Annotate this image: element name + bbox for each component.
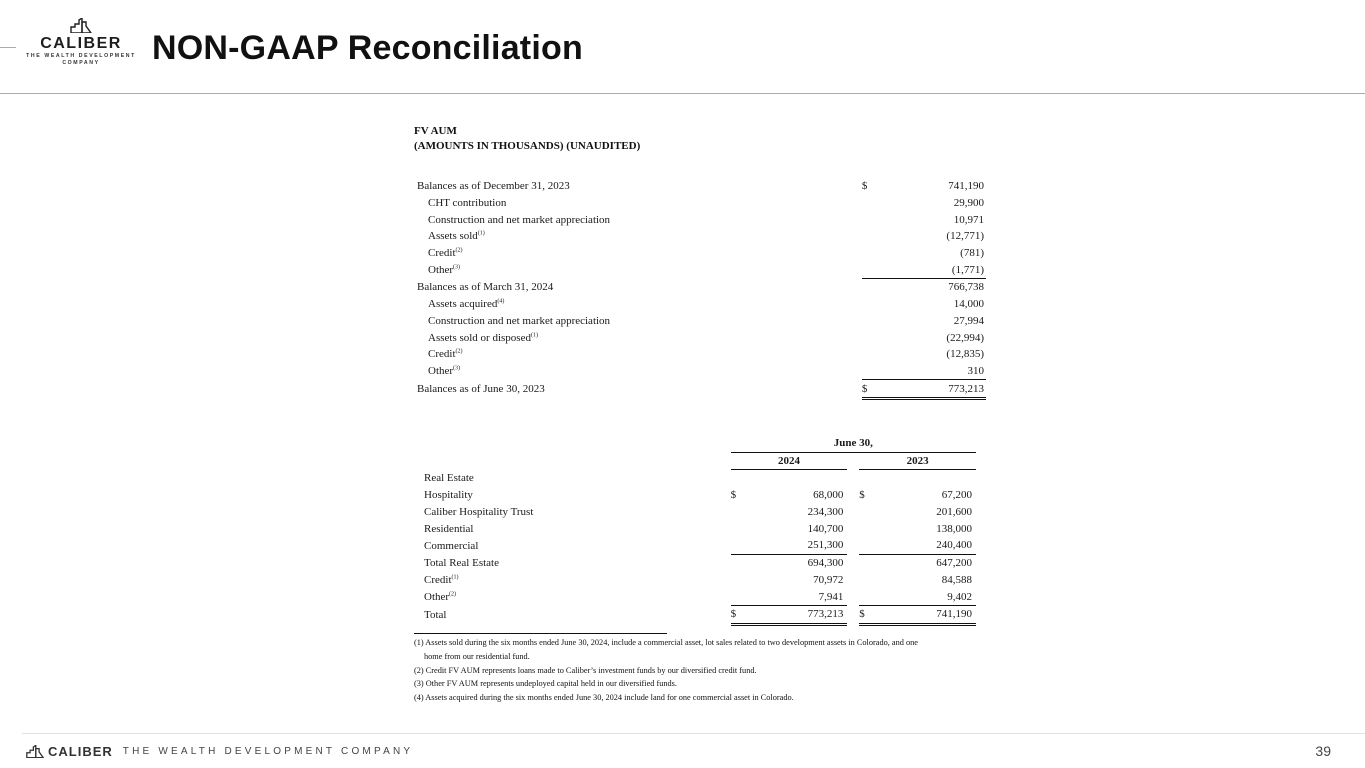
- currency-symbol: [859, 588, 873, 605]
- rollforward-label: Balances as of March 31, 2024: [417, 281, 554, 294]
- value-2024: 140,700: [807, 522, 844, 535]
- rollforward-row: [414, 380, 986, 399]
- rollforward-label: CHT contribution: [428, 197, 507, 210]
- breakdown-label: Hospitality: [424, 489, 473, 502]
- footer: [26, 743, 413, 759]
- rollforward-value: (22,994): [946, 331, 984, 344]
- footnote-1-continued: home from our residential fund.: [424, 651, 530, 661]
- currency-symbol: $: [861, 180, 868, 193]
- rollforward-row: [414, 261, 986, 278]
- breakdown-row: [424, 487, 976, 504]
- currency-symbol: [731, 520, 745, 537]
- currency-symbol: [862, 313, 881, 330]
- rollforward-value: (12,835): [946, 348, 984, 361]
- column-gap: [847, 520, 859, 537]
- value-2024: 234,300: [807, 506, 844, 519]
- rollforward-label: Credit$^{(2)}$: [428, 348, 463, 361]
- currency-symbol: $: [731, 605, 745, 624]
- breakdown-row: [424, 520, 976, 537]
- currency-symbol: [862, 195, 881, 212]
- value-2023: 67,200: [941, 489, 972, 502]
- rollforward-value: 10,971: [953, 213, 984, 226]
- footnote-3: (3) Other FV AUM represents undeployed capital held in our diversified funds.: [414, 679, 677, 689]
- report-heading: [414, 124, 994, 154]
- caliber-logo: [22, 18, 140, 67]
- currency-symbol: [859, 537, 873, 554]
- fv-aum-breakdown-table: [424, 435, 976, 626]
- column-gap: [847, 554, 859, 571]
- currency-symbol: [859, 572, 873, 589]
- footnote-2: (2) Credit FV AUM represents loans made to Caliber’s investment funds by our diversified credit fund.: [414, 665, 757, 675]
- rollforward-row: [414, 313, 986, 330]
- report-heading-fv-aum: FV AUM: [414, 125, 457, 137]
- rollforward-label: Assets sold$^{(1)}$: [428, 230, 485, 243]
- currency-symbol: [862, 279, 881, 296]
- column-gap: [847, 572, 859, 589]
- currency-symbol: [731, 588, 745, 605]
- currency-symbol: [862, 346, 881, 363]
- footnote-4: (4) Assets acquired during the six months ended June 30, 2024 include land for one commercial asset in Colorado.: [414, 693, 794, 703]
- logo-brand: CALIBER: [40, 35, 122, 52]
- rollforward-label: Other$^{(3)}$: [428, 264, 461, 277]
- breakdown-label: Residential: [424, 522, 474, 535]
- currency-symbol: $: [730, 489, 737, 502]
- currency-symbol: $: [859, 605, 873, 624]
- logo-tagline-line2: COMPANY: [62, 60, 100, 66]
- rollforward-row: [414, 296, 986, 313]
- breakdown-row: [424, 504, 976, 521]
- breakdown-group-row: [424, 470, 976, 487]
- value-2023: 84,588: [941, 573, 972, 586]
- rollforward-row: [414, 245, 986, 262]
- value-2024: 70,972: [813, 573, 844, 586]
- currency-symbol: [731, 504, 745, 521]
- column-2024: 2024: [731, 452, 848, 470]
- footnote-1: (1) Assets sold during the six months ended June 30, 2024, include a commercial asset, lot sales related to two development assets in Colorado, and one: [414, 638, 918, 647]
- column-gap: [847, 537, 859, 554]
- page-title: NON-GAAP Reconciliation: [152, 29, 583, 67]
- building-icon: [26, 745, 44, 758]
- group-label-real-estate: Real Estate: [424, 472, 474, 485]
- footer-tagline: THE WEALTH DEVELOPMENT COMPANY: [122, 745, 414, 757]
- fv-aum-rollforward-table: [414, 178, 986, 400]
- rollforward-row: [414, 363, 986, 380]
- breakdown-row: [424, 537, 976, 554]
- currency-symbol: [862, 296, 881, 313]
- breakdown-row: [424, 572, 976, 589]
- rollforward-value: (781): [960, 247, 984, 260]
- currency-symbol: [862, 228, 881, 245]
- footnotes: [414, 636, 994, 705]
- value-2023: 201,600: [936, 506, 972, 519]
- currency-symbol: $: [859, 489, 865, 502]
- breakdown-row: [424, 588, 976, 605]
- rollforward-row: [414, 195, 986, 212]
- value-2023: 741,190: [873, 605, 976, 624]
- breakdown-label: Caliber Hospitality Trust: [424, 506, 534, 519]
- rollforward-label: Credit$^{(2)}$: [428, 247, 463, 260]
- rollforward-row: [414, 211, 986, 228]
- report-heading-units: (AMOUNTS IN THOUSANDS) (UNAUDITED): [414, 140, 641, 152]
- value-2024: 68,000: [813, 489, 844, 502]
- rollforward-value: 27,994: [953, 314, 984, 327]
- currency-symbol: [859, 520, 873, 537]
- period-header: June 30,: [731, 435, 976, 452]
- currency-symbol: [862, 329, 881, 346]
- rollforward-label: Balances as of June 30, 2023: [417, 383, 545, 396]
- rollforward-label: Other$^{(3)}$: [428, 365, 461, 378]
- value-2024: 773,213: [744, 605, 847, 624]
- currency-symbol: [731, 554, 745, 571]
- column-gap: [847, 605, 859, 624]
- building-icon: [70, 18, 92, 33]
- rollforward-label: Construction and net market appreciation: [428, 314, 611, 327]
- footer-brand: CALIBER: [48, 743, 113, 759]
- footnote-divider: [414, 633, 667, 634]
- breakdown-label: Total: [424, 608, 447, 621]
- currency-symbol: [862, 261, 881, 278]
- currency-symbol: [862, 211, 881, 228]
- column-gap: [847, 504, 859, 521]
- rollforward-value: 310: [881, 363, 986, 380]
- rollforward-value: 29,900: [953, 197, 984, 210]
- value-2024: 7,941: [744, 588, 847, 605]
- rollforward-row: [414, 178, 986, 195]
- logo-tagline-line1: THE WEALTH DEVELOPMENT: [26, 53, 136, 59]
- currency-symbol: $: [862, 380, 881, 399]
- rollforward-row: [414, 228, 986, 245]
- rollforward-row: [414, 279, 986, 296]
- value-2023: 647,200: [936, 557, 972, 570]
- rollforward-value: (12,771): [946, 230, 984, 243]
- currency-symbol: [731, 572, 745, 589]
- column-gap: [847, 487, 859, 504]
- rollforward-label: Assets sold or disposed$^{(1)}$: [428, 331, 538, 344]
- page-number: 39: [1315, 743, 1331, 759]
- header-accent-line: [0, 47, 16, 48]
- breakdown-period-row: [424, 435, 976, 452]
- header-divider: [0, 93, 1365, 94]
- rollforward-value: 741,190: [948, 180, 984, 193]
- column-gap: [847, 588, 859, 605]
- currency-symbol: [859, 504, 873, 521]
- breakdown-year-row: [424, 452, 976, 470]
- rollforward-value: 14,000: [953, 298, 984, 311]
- currency-symbol: [862, 245, 881, 262]
- breakdown-label: Commercial: [424, 539, 479, 552]
- breakdown-row: [424, 605, 976, 624]
- rollforward-row: [414, 329, 986, 346]
- breakdown-label: Total Real Estate: [424, 556, 499, 569]
- value-2024: 694,300: [807, 557, 844, 570]
- rollforward-value: 766,738: [948, 281, 984, 294]
- rollforward-label: Balances as of December 31, 2023: [417, 180, 570, 193]
- breakdown-label: Credit$^{(1)}$: [424, 573, 459, 586]
- breakdown-label: Other$^{(2)}$: [424, 590, 457, 603]
- rollforward-row: [414, 346, 986, 363]
- currency-symbol: [731, 537, 745, 554]
- value-2023: 240,400: [873, 537, 976, 554]
- currency-symbol: [862, 363, 881, 380]
- rollforward-label: Construction and net market appreciation: [428, 213, 611, 226]
- value-2023: 9,402: [873, 588, 976, 605]
- rollforward-value: 773,213: [881, 380, 986, 399]
- value-2023: 138,000: [936, 522, 972, 535]
- rollforward-label: Assets acquired$^{(4)}$: [428, 298, 505, 311]
- footer-divider: [22, 733, 1365, 734]
- column-2023: 2023: [859, 452, 976, 470]
- value-2024: 251,300: [744, 537, 847, 554]
- currency-symbol: [859, 554, 873, 571]
- rollforward-value: (1,771): [881, 261, 986, 278]
- breakdown-row: [424, 554, 976, 571]
